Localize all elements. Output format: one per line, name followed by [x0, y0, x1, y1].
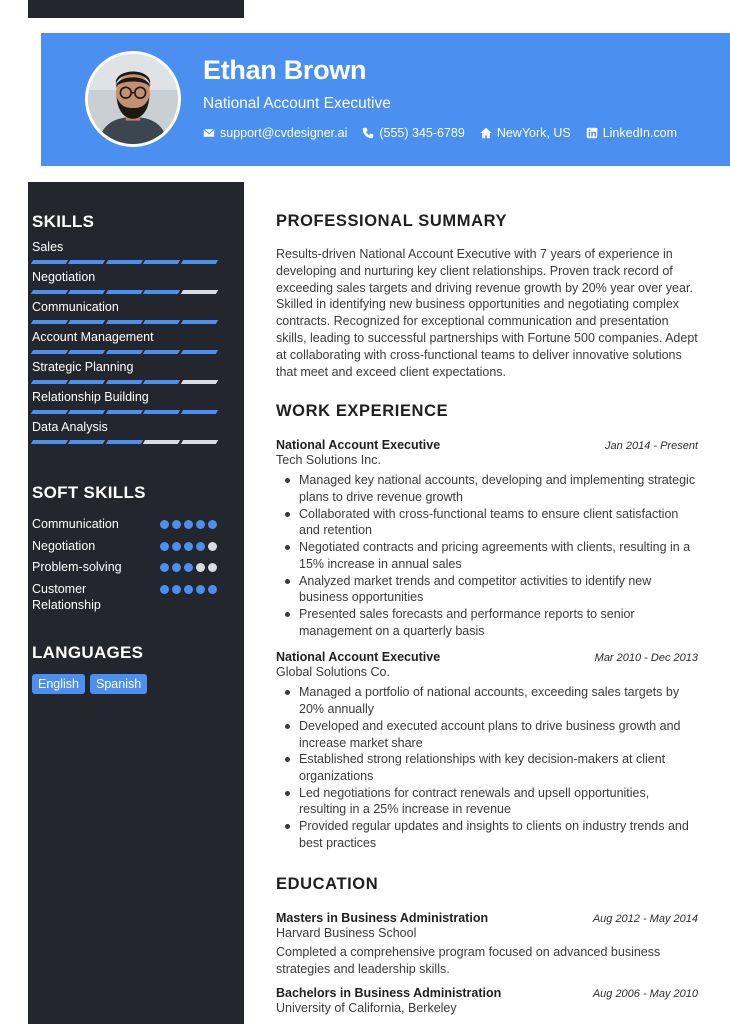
- phone-icon: [362, 127, 374, 139]
- job-dates: Jan 2014 - Present: [605, 440, 698, 453]
- rating-dot: [196, 585, 205, 594]
- education-header: [276, 911, 698, 925]
- education-entry: [276, 986, 698, 1015]
- skills-list: [32, 240, 217, 444]
- education-school: University of California, Berkeley: [276, 1000, 457, 1015]
- skill-level-segment: [31, 320, 69, 324]
- skill-level-segment: [68, 350, 106, 354]
- skill-level-segment: [143, 290, 181, 294]
- skill-label: Relationship Building: [32, 390, 149, 404]
- skill-level-segment: [106, 290, 144, 294]
- soft-skills-list: [32, 516, 217, 613]
- rating-dot: [160, 520, 169, 529]
- contact-phone[interactable]: [362, 126, 464, 140]
- skill-level-segment: [180, 260, 218, 264]
- soft-skill-label: Communication: [32, 517, 119, 531]
- skill-level-segment: [106, 350, 144, 354]
- skill-level-segment: [180, 380, 218, 384]
- job-bullet: Established strong relationships with key decision-makers at client organizations: [276, 751, 698, 784]
- skill-level-segment: [180, 350, 218, 354]
- soft-skill-rating: [160, 516, 217, 529]
- skill-level-segment: [68, 380, 106, 384]
- skill-level-segment: [143, 440, 181, 444]
- skill-level-segment: [143, 320, 181, 324]
- candidate-title: National Account Executive: [203, 95, 391, 112]
- skill-level-segment: [143, 410, 181, 414]
- education-section: [276, 875, 698, 1014]
- skill-item: [32, 390, 217, 414]
- education-degree: Bachelors in Business Administration: [276, 985, 502, 1000]
- skill-level-bar: [32, 290, 217, 294]
- contact-location[interactable]: [480, 126, 571, 140]
- home-icon: [480, 127, 492, 139]
- skill-level-segment: [68, 410, 106, 414]
- education-dates: Aug 2012 - May 2014: [592, 913, 698, 926]
- linkedin-icon: [586, 127, 598, 139]
- education-header: [276, 986, 698, 1000]
- skill-level-segment: [180, 410, 218, 414]
- contact-email[interactable]: [203, 126, 347, 140]
- skill-level-bar: [32, 260, 217, 264]
- summary-text: Results-driven National Account Executive with 7 years of experience in developing and nurturing key client relationships. Proven track record of exceeding sales targets and driving revenue growth by 20% year over year. Skilled in identifying new business opportunities and negotiating complex contracts. Recognized for exceptional communication and presentation skills, leading to successful partnerships with Fortune 500 companies. Adept at collaborating with cross-functional teams to deliver innovative solutions that meet and exceed client expectations.: [276, 247, 698, 379]
- skill-label: Communication: [32, 300, 119, 314]
- rating-dot: [208, 542, 217, 551]
- skill-level-segment: [31, 410, 69, 414]
- job-dates: Mar 2010 - Dec 2013: [594, 652, 698, 665]
- rating-dot: [172, 585, 181, 594]
- job-bullet: Developed and executed account plans to drive business growth and increase market share: [276, 718, 698, 751]
- skill-level-segment: [106, 410, 144, 414]
- rating-dot: [160, 563, 169, 572]
- education-degree: Masters in Business Administration: [276, 911, 489, 926]
- skill-level-segment: [68, 320, 106, 324]
- rating-dot: [184, 563, 193, 572]
- job-entry: [276, 650, 698, 851]
- skill-level-segment: [143, 380, 181, 384]
- rating-dot: [208, 520, 217, 529]
- education-list: [276, 911, 698, 1014]
- rating-dot: [208, 585, 217, 594]
- job-company: Global Solutions Co.: [276, 665, 390, 680]
- job-bullet: Led negotiations for contract renewals and upsell opportunities, resulting in a 25% increase in revenue: [276, 785, 698, 818]
- job-bullet: Managed key national accounts, developing and implementing strategic plans to drive revenue growth: [276, 472, 698, 505]
- skill-level-segment: [31, 350, 69, 354]
- skill-level-bar: [32, 350, 217, 354]
- skill-level-bar: [32, 380, 217, 384]
- avatar-photo-icon: [88, 54, 178, 144]
- envelope-icon: [203, 127, 215, 139]
- rating-dot: [184, 520, 193, 529]
- language-badge: Spanish: [90, 674, 147, 694]
- rating-dot: [196, 520, 205, 529]
- skill-level-bar: [32, 320, 217, 324]
- skills-heading: SKILLS: [32, 212, 95, 231]
- skill-item: [32, 270, 217, 294]
- skill-level-segment: [180, 440, 218, 444]
- rating-dot: [208, 563, 217, 572]
- summary-heading: PROFESSIONAL SUMMARY: [276, 212, 508, 230]
- skill-level-segment: [68, 440, 106, 444]
- language-badge: English: [32, 674, 85, 694]
- skill-level-segment: [31, 380, 69, 384]
- skill-level-segment: [106, 320, 144, 324]
- skill-level-bar: [32, 410, 217, 414]
- candidate-name: Ethan Brown: [203, 55, 367, 85]
- job-company: Tech Solutions Inc.: [276, 453, 381, 468]
- skill-level-segment: [68, 260, 106, 264]
- skill-label: Account Management: [32, 330, 154, 344]
- job-bullet: Collaborated with cross-functional teams to ensure client satisfaction and retention: [276, 506, 698, 539]
- skill-level-segment: [143, 350, 181, 354]
- soft-skill-item: [32, 581, 217, 613]
- job-bullet: Provided regular updates and insights to clients on industry trends and best practices: [276, 818, 698, 851]
- skill-level-segment: [31, 440, 69, 444]
- rating-dot: [172, 520, 181, 529]
- soft-skill-rating: [160, 559, 217, 572]
- rating-dot: [172, 563, 181, 572]
- rating-dot: [196, 563, 205, 572]
- education-description: Completed a comprehensive program focused on advanced business strategies and leadership skills.: [276, 945, 661, 977]
- rating-dot: [172, 542, 181, 551]
- education-dates: Aug 2006 - May 2010: [592, 987, 698, 1000]
- soft-skill-item: [32, 559, 217, 575]
- skill-label: Sales: [32, 240, 64, 254]
- job-role: National Account Executive: [276, 438, 441, 453]
- skill-item: [32, 420, 217, 444]
- skill-level-segment: [106, 260, 144, 264]
- rating-dot: [196, 542, 205, 551]
- work-heading: WORK EXPERIENCE: [276, 402, 449, 421]
- phone-text: (555) 345-6789: [379, 126, 465, 140]
- avatar: [85, 51, 181, 147]
- soft-skill-rating: [160, 538, 217, 551]
- job-header: [276, 650, 698, 664]
- skill-level-segment: [106, 440, 144, 444]
- soft-skill-label: Customer Relationship: [32, 581, 101, 612]
- contact-linkedin[interactable]: [586, 126, 677, 140]
- skill-level-segment: [68, 290, 106, 294]
- job-list: [276, 438, 698, 851]
- languages-list: [32, 674, 217, 694]
- email-text: support@cvdesigner.ai: [220, 126, 348, 140]
- languages-section: [32, 643, 217, 694]
- main-content: [276, 212, 698, 1015]
- rating-dot: [184, 542, 193, 551]
- work-experience-section: [276, 402, 698, 851]
- soft-skill-label: Negotiation: [32, 538, 96, 553]
- job-entry: [276, 438, 698, 639]
- skill-item: [32, 300, 217, 324]
- skill-label: Strategic Planning: [32, 360, 134, 374]
- skill-level-segment: [31, 260, 69, 264]
- soft-skills-section: [32, 483, 217, 618]
- job-role: National Account Executive: [276, 650, 441, 665]
- soft-skill-rating: [160, 581, 217, 594]
- skill-label: Data Analysis: [32, 420, 108, 434]
- education-heading: EDUCATION: [276, 875, 379, 894]
- skill-level-segment: [31, 290, 69, 294]
- education-school: Harvard Business School: [276, 926, 417, 941]
- skill-level-bar: [32, 440, 217, 444]
- skill-label: Negotiation: [32, 270, 96, 284]
- linkedin-text: LinkedIn.com: [602, 126, 678, 140]
- skills-section: [32, 212, 217, 444]
- soft-skill-item: [32, 516, 217, 532]
- job-bullets: [276, 472, 698, 639]
- job-bullet: Managed a portfolio of national accounts, exceeding sales targets by 20% annually: [276, 684, 698, 717]
- job-bullet: Negotiated contracts and pricing agreements with clients, resulting in a 15% increase in annual sales: [276, 539, 698, 572]
- header-banner: [41, 33, 730, 166]
- job-header: [276, 438, 698, 452]
- skill-level-segment: [143, 260, 181, 264]
- skill-item: [32, 240, 217, 264]
- education-entry: [276, 911, 698, 977]
- skill-item: [32, 360, 217, 384]
- job-bullet: Analyzed market trends and competitor activities to identify new business opportunities: [276, 573, 698, 606]
- languages-heading: LANGUAGES: [32, 643, 144, 662]
- skill-item: [32, 330, 217, 354]
- rating-dot: [184, 585, 193, 594]
- rating-dot: [160, 585, 169, 594]
- contact-bar: [203, 126, 692, 140]
- soft-skill-label: Problem-solving: [32, 560, 122, 574]
- soft-skill-item: [32, 538, 217, 554]
- job-bullet: Presented sales forecasts and performance reports to senior management on a quarterly basis: [276, 606, 698, 639]
- job-bullets: [276, 684, 698, 851]
- skill-level-segment: [106, 380, 144, 384]
- skill-level-segment: [180, 320, 218, 324]
- rating-dot: [160, 542, 169, 551]
- soft-skills-heading: SOFT SKILLS: [32, 483, 146, 502]
- location-text: NewYork, US: [496, 126, 571, 140]
- skill-level-segment: [180, 290, 218, 294]
